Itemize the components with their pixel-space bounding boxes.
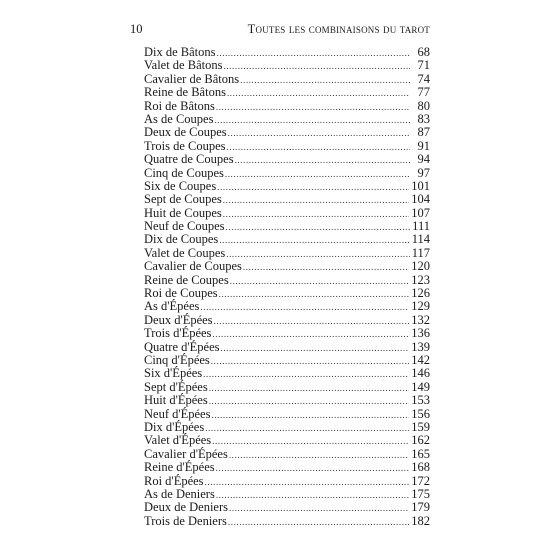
toc-entry-title: Trois d'Épées [144, 326, 212, 341]
toc-entry-page-number: 156 [411, 406, 430, 421]
toc-entry [144, 515, 430, 528]
toc-entry-page-number: 101 [411, 178, 430, 193]
toc-dot-leader [214, 315, 410, 328]
toc-entry-title: Cinq d'Épées [144, 352, 210, 367]
toc-dot-leader [214, 114, 410, 127]
toc-entry-title: Dix d'Épées [144, 419, 205, 434]
toc-entry-title: Cavalier de Bâtons [144, 71, 240, 86]
toc-entry [144, 461, 430, 474]
toc-entry-title: Neuf d'Épées [144, 406, 211, 421]
toc-dot-leader [205, 476, 410, 489]
toc-entry-title: Six d'Épées [144, 366, 203, 381]
toc-entry-page-number: 175 [411, 486, 430, 501]
toc-entry-title: Valet de Bâtons [144, 58, 223, 73]
running-title: Toutes les combinaisons du tarot [247, 22, 430, 36]
toc-entry [144, 86, 430, 99]
toc-entry-title: Trois de Coupes [144, 138, 226, 153]
toc-entry-page-number: 165 [411, 446, 430, 461]
page-number: 10 [130, 22, 143, 36]
toc-entry-title: Deux de Coupes [144, 125, 227, 140]
toc-entry-title: Sept d'Épées [144, 379, 208, 394]
toc-dot-leader [235, 154, 410, 167]
toc-entry [144, 126, 430, 139]
toc-entry-page-number: 129 [411, 299, 430, 314]
toc-entry-title: Roi de Coupes [144, 286, 218, 301]
toc-entry [144, 180, 430, 193]
toc-entry-page-number: 132 [411, 312, 430, 327]
toc-entry [144, 260, 430, 273]
toc-entry [144, 274, 430, 287]
toc-entry-page-number: 97 [417, 165, 430, 180]
toc-dot-leader [209, 382, 410, 395]
toc-entry [144, 314, 430, 327]
toc-entry-page-number: 68 [417, 45, 430, 59]
toc-entry [144, 193, 430, 206]
toc-entry [144, 46, 430, 59]
toc-dot-leader [223, 60, 410, 73]
toc-entry [144, 367, 430, 380]
toc-dot-leader [200, 301, 409, 314]
toc-dot-leader [205, 422, 409, 435]
toc-entry-page-number: 87 [417, 125, 430, 140]
toc-entry-title: Huit de Coupes [144, 205, 222, 220]
toc-dot-leader [212, 328, 409, 341]
toc-dot-leader [223, 208, 409, 221]
toc-entry-title: Deux de Deniers [144, 500, 228, 515]
toc-entry-title: Deux d'Épées [144, 312, 213, 327]
toc-entry-title: Quatre de Coupes [144, 152, 234, 167]
toc-dot-leader [219, 234, 409, 247]
toc-dot-leader [212, 435, 409, 448]
toc-entry [144, 354, 430, 367]
toc-entry-page-number: 136 [411, 326, 430, 341]
toc-entry [144, 73, 430, 86]
toc-dot-leader [209, 395, 410, 408]
toc-entry [144, 408, 430, 421]
toc-dot-leader [216, 462, 410, 475]
toc-entry-page-number: 182 [411, 513, 430, 528]
toc-entry [144, 207, 430, 220]
page-header [130, 22, 430, 38]
toc-entry-page-number: 159 [411, 419, 430, 434]
toc-entry-title: Roi d'Épées [144, 473, 204, 488]
toc-entry-page-number: 80 [417, 98, 430, 113]
toc-entry-title: Cavalier de Coupes [144, 259, 242, 274]
toc-entry [144, 448, 430, 461]
toc-entry-title: Reine de Bâtons [144, 85, 226, 100]
toc-dot-leader [223, 194, 409, 207]
toc-entry [144, 341, 430, 354]
toc-entry-title: As de Coupes [144, 111, 214, 126]
toc-dot-leader [211, 409, 409, 422]
toc-entry [144, 327, 430, 340]
toc-entry-title: Roi de Bâtons [144, 98, 215, 113]
toc-entry-page-number: 104 [411, 192, 430, 207]
toc-entry [144, 153, 430, 166]
toc-entry [144, 434, 430, 447]
toc-entry-page-number: 142 [411, 352, 430, 367]
toc-dot-leader [243, 261, 409, 274]
table-of-contents [144, 46, 430, 528]
toc-dot-leader [225, 168, 410, 181]
toc-entry-page-number: 71 [417, 58, 430, 73]
toc-dot-leader [228, 127, 410, 140]
toc-entry [144, 140, 430, 153]
toc-entry-page-number: 162 [411, 433, 430, 448]
toc-entry-page-number: 179 [411, 500, 430, 515]
toc-dot-leader [226, 221, 410, 234]
toc-entry-page-number: 139 [411, 339, 430, 354]
toc-entry-title: Quatre d'Épées [144, 339, 220, 354]
toc-entry-title: Reine de Coupes [144, 272, 229, 287]
toc-entry-title: Trois de Deniers [144, 513, 227, 528]
toc-dot-leader [228, 516, 409, 529]
toc-entry-page-number: 149 [411, 379, 430, 394]
toc-dot-leader [229, 502, 409, 515]
toc-dot-leader [226, 248, 409, 261]
toc-entry-page-number: 111 [412, 219, 430, 234]
toc-entry-page-number: 168 [411, 460, 430, 475]
toc-dot-leader [216, 101, 410, 114]
toc-entry-title: Dix de Bâtons [144, 45, 216, 59]
toc-entry [144, 381, 430, 394]
toc-entry [144, 220, 430, 233]
toc-entry-title: As d'Épées [144, 299, 200, 314]
toc-entry-page-number: 107 [411, 205, 430, 220]
toc-entry-page-number: 74 [417, 71, 430, 86]
toc-entry [144, 475, 430, 488]
toc-entry-title: Sept de Coupes [144, 192, 222, 207]
toc-dot-leader [203, 368, 409, 381]
toc-dot-leader [227, 141, 411, 154]
toc-entry-page-number: 146 [411, 366, 430, 381]
toc-entry [144, 113, 430, 126]
toc-entry-page-number: 117 [411, 245, 430, 260]
toc-dot-leader [219, 288, 410, 301]
toc-dot-leader [230, 275, 410, 288]
toc-dot-leader [211, 355, 409, 368]
toc-entry-title: Cinq de Coupes [144, 165, 224, 180]
toc-dot-leader [229, 449, 409, 462]
toc-entry-title: Cavalier d'Épées [144, 446, 228, 461]
toc-dot-leader [217, 47, 410, 60]
toc-entry [144, 167, 430, 180]
toc-entry [144, 488, 430, 501]
toc-dot-leader [240, 74, 410, 87]
toc-entry [144, 247, 430, 260]
toc-entry-title: Dix de Coupes [144, 232, 219, 247]
toc-entry-page-number: 126 [411, 286, 430, 301]
toc-entry-page-number: 120 [411, 259, 430, 274]
toc-entry [144, 421, 430, 434]
toc-entry [144, 394, 430, 407]
toc-dot-leader [220, 342, 409, 355]
toc-entry [144, 501, 430, 514]
toc-entry-page-number: 153 [411, 393, 430, 408]
toc-entry-title: Valet d'Épées [144, 433, 212, 448]
toc-entry-page-number: 77 [417, 85, 430, 100]
toc-entry [144, 59, 430, 72]
toc-entry [144, 233, 430, 246]
toc-entry-page-number: 83 [417, 111, 430, 126]
toc-dot-leader [216, 489, 409, 502]
toc-entry-title: Huit d'Épées [144, 393, 208, 408]
toc-entry [144, 100, 430, 113]
toc-dot-leader [227, 87, 410, 100]
toc-entry-title: Neuf de Coupes [144, 219, 225, 234]
toc-dot-leader [217, 181, 409, 194]
toc-entry-title: Six de Coupes [144, 178, 217, 193]
toc-entry [144, 300, 430, 313]
toc-entry-title: As de Deniers [144, 486, 215, 501]
toc-entry-title: Valet de Coupes [144, 245, 226, 260]
toc-entry-page-number: 123 [411, 272, 430, 287]
toc-entry-page-number: 172 [411, 473, 430, 488]
toc-entry-title: Reine d'Épées [144, 460, 215, 475]
toc-entry-page-number: 114 [411, 232, 430, 247]
toc-entry-page-number: 91 [417, 138, 430, 153]
toc-entry [144, 287, 430, 300]
toc-entry-page-number: 94 [417, 152, 430, 167]
